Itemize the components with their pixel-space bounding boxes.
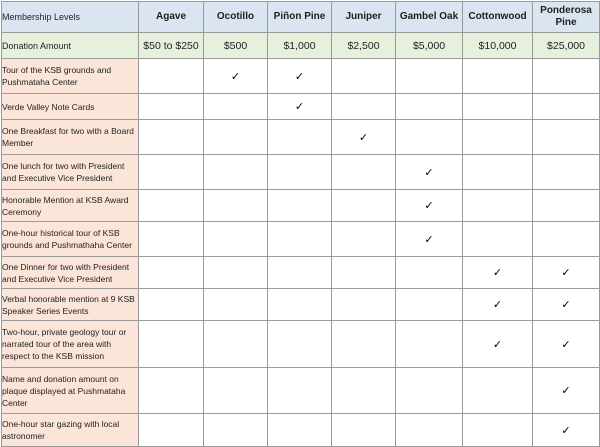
- membership-table: [1, 1, 600, 447]
- benefit-cell: [204, 190, 268, 222]
- benefit-cell: [533, 321, 600, 368]
- benefit-cell: [332, 120, 396, 155]
- benefit-cell: [139, 120, 204, 155]
- checkmark-icon: ✓: [230, 70, 241, 83]
- benefit-row: [2, 190, 600, 222]
- benefit-cell: [463, 289, 533, 321]
- benefit-cell: [463, 155, 533, 190]
- benefit-cell: [204, 155, 268, 190]
- benefit-cell: [268, 120, 332, 155]
- checkmark-icon: ✓: [424, 166, 434, 179]
- benefit-cell: [396, 414, 463, 447]
- benefit-cell: [396, 289, 463, 321]
- benefit-cell: [463, 59, 533, 94]
- benefit-cell: [268, 321, 332, 368]
- benefit-cell: [463, 120, 533, 155]
- benefit-cell: [332, 414, 396, 447]
- checkmark-icon: ✓: [561, 385, 571, 397]
- benefit-cell: [139, 222, 204, 257]
- benefit-cell: [139, 289, 204, 321]
- benefit-cell: [396, 155, 463, 190]
- benefit-cell: [396, 222, 463, 257]
- benefit-label: Tour of the KSB grounds and Pushmataha Center: [2, 59, 139, 94]
- benefit-cell: [463, 94, 533, 120]
- benefit-cell: [332, 222, 396, 257]
- benefit-row: [2, 414, 600, 447]
- benefit-cell: [463, 321, 533, 368]
- benefit-cell: [332, 155, 396, 190]
- benefit-cell: [533, 414, 600, 447]
- benefit-cell: [396, 94, 463, 120]
- table-body: [2, 33, 600, 447]
- benefit-row: [2, 94, 600, 120]
- benefit-cell: [204, 257, 268, 289]
- benefit-label: Name and donation amount on plaque displayed at Pushmataha Center: [2, 368, 139, 414]
- benefit-cell: [268, 222, 332, 257]
- benefit-cell: [396, 59, 463, 94]
- benefit-cell: [533, 190, 600, 222]
- benefit-label: One Dinner for two with President and Executive Vice President: [2, 257, 139, 289]
- benefit-row: [2, 120, 600, 155]
- benefit-cell: [533, 222, 600, 257]
- benefit-cell: [533, 257, 600, 289]
- benefit-cell: [463, 414, 533, 447]
- benefit-cell: [533, 289, 600, 321]
- benefit-cell: [463, 257, 533, 289]
- donation-row: [2, 33, 600, 59]
- benefit-cell: [332, 59, 396, 94]
- benefit-cell: [268, 414, 332, 447]
- benefit-cell: [533, 368, 600, 414]
- benefit-label: One lunch for two with President and Executive Vice President: [2, 155, 139, 190]
- checkmark-icon: ✓: [561, 424, 571, 437]
- benefit-cell: [139, 414, 204, 447]
- benefit-label: One Breakfast for two with a Board Member: [2, 120, 139, 155]
- benefit-row: [2, 368, 600, 414]
- checkmark-icon: ✓: [294, 70, 305, 83]
- benefit-cell: [533, 59, 600, 94]
- benefit-cell: [332, 289, 396, 321]
- membership-levels-label: Membership Levels: [2, 2, 139, 33]
- benefit-cell: [139, 257, 204, 289]
- benefit-cell: [268, 368, 332, 414]
- benefit-label: One-hour historical tour of KSB grounds and Pushmathaha Center: [2, 222, 139, 257]
- benefit-row: [2, 289, 600, 321]
- donation-amount: $500: [204, 33, 268, 59]
- benefit-label: One-hour star gazing with local astronomer: [2, 414, 139, 447]
- benefit-cell: [463, 222, 533, 257]
- benefit-cell: [204, 94, 268, 120]
- checkmark-icon: ✓: [358, 131, 369, 144]
- benefit-cell: [268, 155, 332, 190]
- donation-amount: $10,000: [463, 33, 533, 59]
- benefit-cell: [139, 190, 204, 222]
- level-header: Gambel Oak: [396, 2, 463, 33]
- benefit-cell: [204, 120, 268, 155]
- benefit-cell: [268, 59, 332, 94]
- level-header: Piñon Pine: [268, 2, 332, 33]
- benefit-row: [2, 59, 600, 94]
- benefit-cell: [139, 368, 204, 414]
- benefit-cell: [463, 190, 533, 222]
- benefit-cell: [533, 120, 600, 155]
- donation-label: Donation Amount: [2, 33, 139, 59]
- benefit-cell: [268, 289, 332, 321]
- level-header: Agave: [139, 2, 204, 33]
- donation-amount: $1,000: [268, 33, 332, 59]
- benefit-cell: [268, 94, 332, 120]
- benefit-row: [2, 222, 600, 257]
- benefit-cell: [533, 155, 600, 190]
- benefit-label: Verbal honorable mention at 9 KSB Speaker Series Events: [2, 289, 139, 321]
- benefit-cell: [139, 155, 204, 190]
- level-header: Ocotillo: [204, 2, 268, 33]
- level-header: Ponderosa Pine: [533, 2, 600, 33]
- checkmark-icon: ✓: [294, 101, 305, 113]
- level-header: Cottonwood: [463, 2, 533, 33]
- benefit-label: Verde Valley Note Cards: [2, 94, 139, 120]
- donation-amount: $5,000: [396, 33, 463, 59]
- benefit-cell: [332, 257, 396, 289]
- benefit-cell: [332, 321, 396, 368]
- benefit-row: [2, 257, 600, 289]
- benefit-cell: [139, 94, 204, 120]
- benefit-cell: [396, 257, 463, 289]
- benefit-cell: [139, 59, 204, 94]
- donation-amount: $50 to $250: [139, 33, 204, 59]
- benefit-cell: [332, 368, 396, 414]
- benefit-cell: [332, 94, 396, 120]
- benefit-row: [2, 155, 600, 190]
- benefit-cell: [204, 321, 268, 368]
- benefit-cell: [139, 321, 204, 368]
- benefit-row: [2, 321, 600, 368]
- checkmark-icon: ✓: [561, 267, 571, 279]
- benefit-cell: [533, 94, 600, 120]
- level-header: Juniper: [332, 2, 396, 33]
- benefit-cell: [463, 368, 533, 414]
- checkmark-icon: ✓: [561, 338, 571, 351]
- benefit-cell: [204, 59, 268, 94]
- donation-amount: $25,000: [533, 33, 600, 59]
- donation-amount: $2,500: [332, 33, 396, 59]
- checkmark-icon: ✓: [561, 299, 571, 311]
- benefit-cell: [268, 190, 332, 222]
- benefit-cell: [268, 257, 332, 289]
- benefit-cell: [396, 120, 463, 155]
- checkmark-icon: ✓: [492, 267, 503, 279]
- checkmark-icon: ✓: [424, 200, 434, 212]
- benefit-cell: [204, 368, 268, 414]
- benefit-cell: [396, 321, 463, 368]
- checkmark-icon: ✓: [492, 338, 503, 351]
- header-row: [2, 2, 600, 33]
- benefit-label: Honorable Mention at KSB Award Ceremony: [2, 190, 139, 222]
- benefit-cell: [396, 190, 463, 222]
- checkmark-icon: ✓: [424, 233, 434, 246]
- benefit-cell: [204, 289, 268, 321]
- benefit-label: Two-hour, private geology tour or narrated tour of the area with respect to the KSB mission: [2, 321, 139, 368]
- benefit-cell: [396, 368, 463, 414]
- benefit-cell: [332, 190, 396, 222]
- checkmark-icon: ✓: [492, 299, 503, 311]
- benefit-cell: [204, 222, 268, 257]
- benefit-cell: [204, 414, 268, 447]
